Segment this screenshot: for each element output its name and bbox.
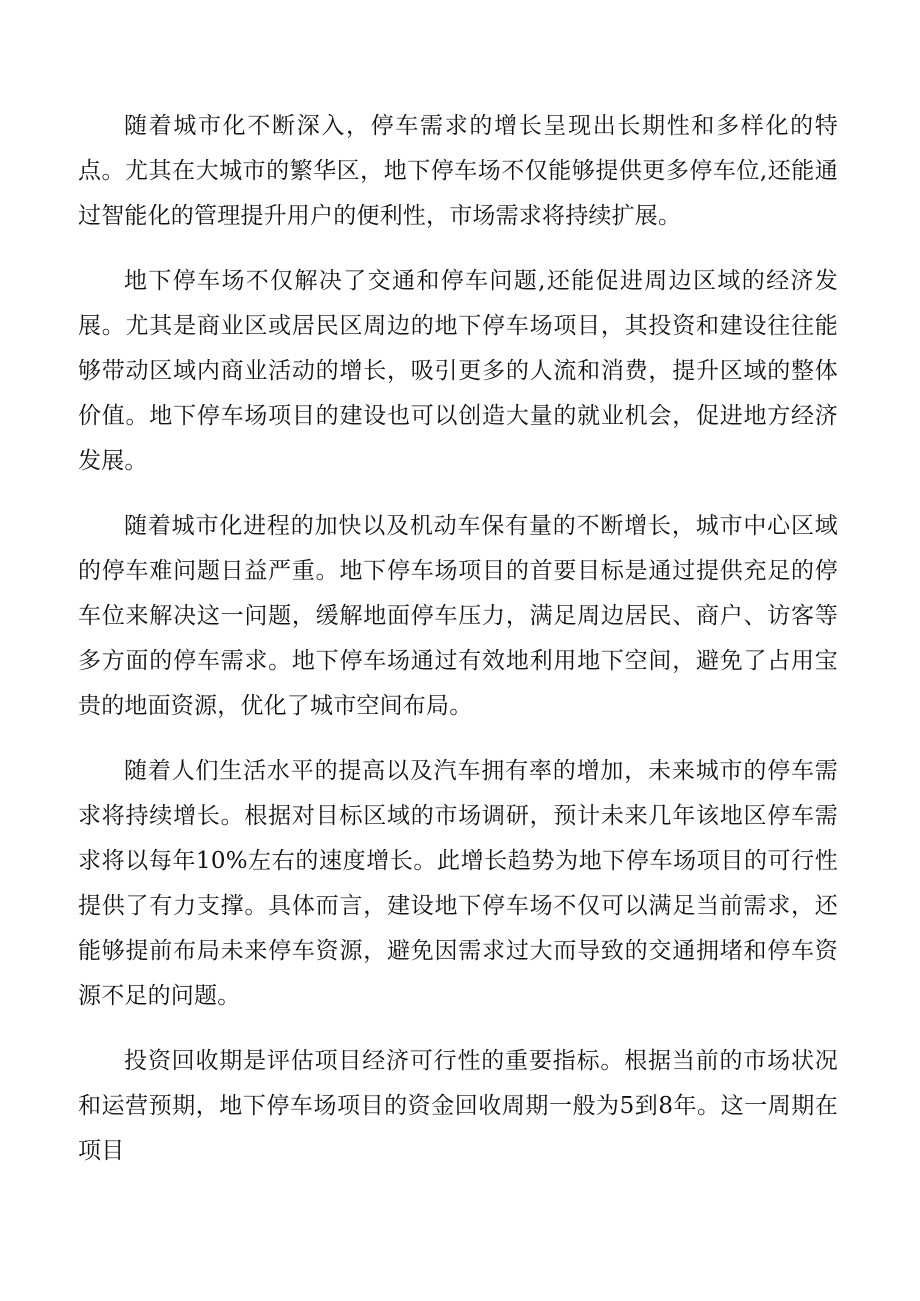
document-body <box>78 104 838 1194</box>
paragraph-5: 投资回收期是评估项目经济可行性的重要指标。根据当前的市场状况和运营预期，地下停车场项目的资金回收周期一般为5到8年。这一周期在项目 <box>78 1048 838 1164</box>
paragraph-4: 随着人们生活水平的提高以及汽车拥有率的增加，未来城市的停车需求将持续增长。根据对目标区域的市场调研，预计未来几年该地区停车需求将以每年10%左右的速度增长。此增长趋势为地下停车场项目的可行性提供了有力支撑。具体而言，建设地下停车场不仅可以满足当前需求，还能够提前布局未来停车资源，避免因需求过大而导致的交通拥堵和停车资源不足的问题。 <box>78 758 838 1009</box>
paragraph-1: 随着城市化不断深入，停车需求的增长呈现出长期性和多样化的特点。尤其在大城市的繁华区，地下停车场不仅能够提供更多停车位,还能通过智能化的管理提升用户的便利性，市场需求将持续扩展。 <box>78 113 838 229</box>
paragraph-2: 地下停车场不仅解决了交通和停车问题,还能促进周边区域的经济发展。尤其是商业区或居民区周边的地下停车场项目，其投资和建设往往能够带动区域内商业活动的增长，吸引更多的人流和消费，提升区域的整体价值。地下停车场项目的建设也可以创造大量的就业机会，促进地方经济发展。 <box>78 268 838 474</box>
paragraph-3: 随着城市化进程的加快以及机动车保有量的不断增长，城市中心区域的停车难问题日益严重。地下停车场项目的首要目标是通过提供充足的停车位来解决这一问题，缓解地面停车压力，满足周边居民、商户、访客等多方面的停车需求。地下停车场通过有效地利用地下空间，避免了占用宝贵的地面资源，优化了城市空间布局。 <box>78 513 838 719</box>
